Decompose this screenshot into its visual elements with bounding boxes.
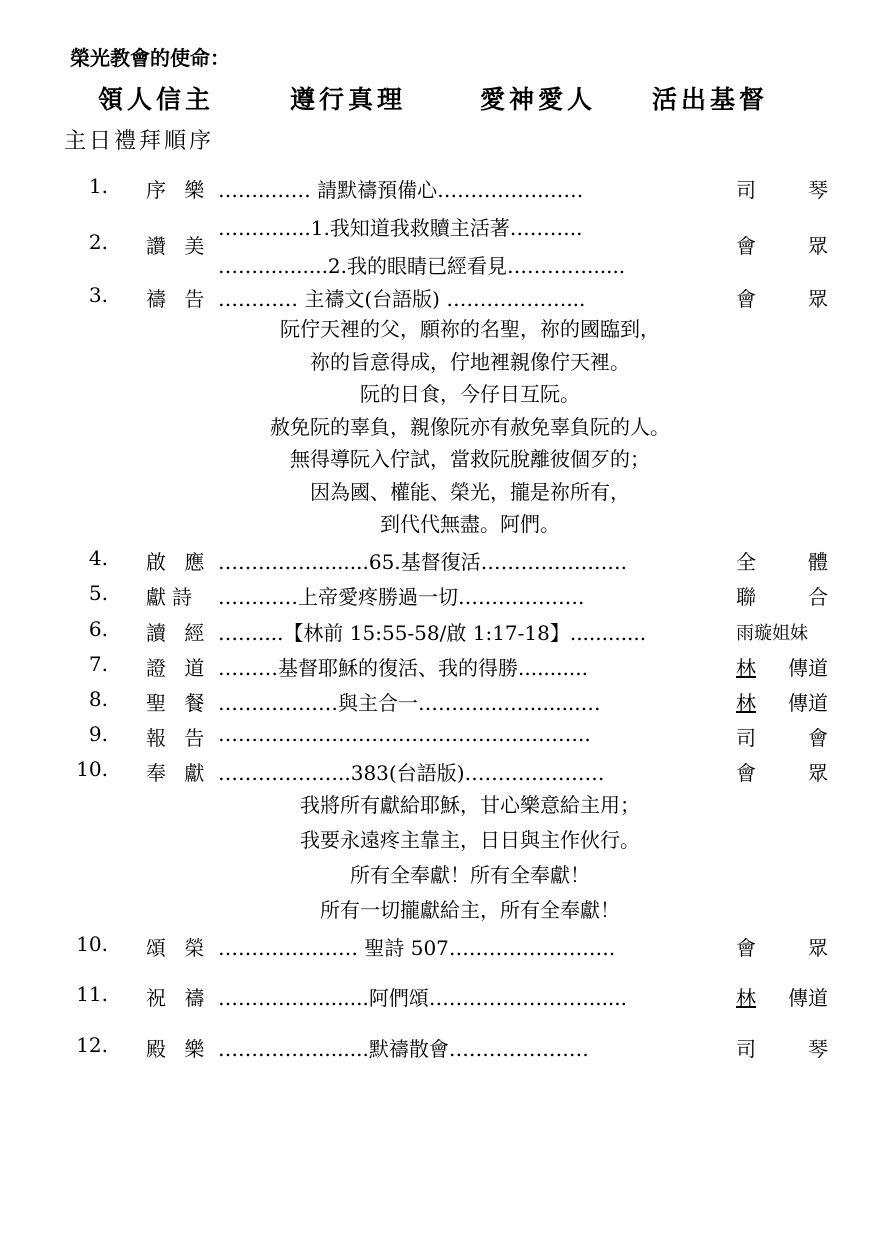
order-item-name: 禱 告 [146,287,211,311]
order-number: 9. [88,722,108,746]
order-number: 3. [88,283,108,307]
order-item-detail: …………上帝愛疼勝過一切………………. [218,585,585,609]
order-item-name: 證 道 [146,656,211,680]
order-number: 6. [88,617,108,641]
praise-song-2: ……...........2.我的眼睛已經看見…………...... [218,254,626,278]
praise-song-1: …………..1.我知道我救贖主活著……….. [218,216,583,240]
lyric-line: 所有全奉獻！所有全奉獻！ [350,863,590,887]
order-number: 11. [76,982,108,1006]
order-row-scripture [0,617,878,651]
order-row-prayer [0,283,878,317]
order-number: 1. [88,174,108,198]
order-item-detail: ……………........65.基督復活…………………. [218,550,628,574]
order-item-name: 奉 獻 [146,761,211,785]
order-item-name: 讀 經 [146,621,211,645]
order-item-leader: 會 眾 [736,287,828,311]
lords-prayer-text [218,313,722,541]
order-row-communion [0,687,878,721]
order-row-offering [0,757,878,791]
order-item-leader: 司 會 [736,726,828,750]
order-item-detail: ………… 主禱文(台語版) ………………... [218,287,586,311]
order-number: 5. [88,581,108,605]
lyric-line: 我將所有獻給耶穌，甘心樂意給主用； [300,793,640,817]
order-row-doxology [0,932,878,966]
mission-item-3: 愛神愛人 [480,85,597,114]
mission-item-4: 活出基督 [652,85,769,114]
order-item-leader: 雨璇姐妹 [736,623,808,644]
section-title: 主日禮拜順序 [64,129,215,154]
order-item-name: 報 告 [146,726,211,750]
prayer-line: 祢的旨意得成，佇地裡親像佇天裡。 [310,349,630,374]
order-row-postlude [0,1033,878,1067]
order-item-detail: ………基督耶穌的復活、我的得勝........... [218,656,588,680]
order-item-name: 殿 樂 [146,1037,211,1061]
prayer-line: 赦免阮的辜負，親像阮亦有赦免辜負阮的人。 [270,414,670,439]
order-row-responsive-reading [0,546,878,580]
order-row-announcements [0,722,878,756]
prayer-line: 阮佇天裡的父，願祢的名聖，祢的國臨到， [280,317,660,341]
order-item-name: 聖 餐 [146,691,211,715]
order-number: 2. [88,230,108,254]
order-row-anthem [0,581,878,615]
prayer-line: 阮的日食，今仔日互阮。 [360,382,580,406]
lyric-line: 所有一切攏獻給主，所有全奉獻！ [320,898,620,922]
order-item-leader: 林 傳道 [736,656,828,680]
order-number: 4. [88,546,108,570]
mission-label: 榮光教會的使命： [70,46,230,70]
prayer-line: 因為國、權能、榮光，攏是祢所有， [310,479,630,504]
order-number: 8. [88,687,108,711]
order-number: 7. [88,652,108,676]
order-number: 10. [76,932,108,956]
order-number: 10. [76,757,108,781]
order-item-leader: 全 體 [736,550,828,574]
offering-hymn-lyrics [218,788,722,928]
order-item-leader: 司 琴 [736,178,828,202]
order-item-name: 獻詩 [146,585,198,609]
order-item-leader: 會 眾 [736,761,828,785]
order-item-detail: ……..…… 請默禱預備心…………….…… [218,178,584,202]
order-item-name: 祝 禱 [146,986,211,1010]
order-item-detail: ……....【林前 15:55-58/啟 1:17-18】............ [218,621,647,645]
order-item-detail: ………………與主合一………....….........… [218,691,601,715]
order-row-benediction [0,982,878,1016]
prayer-line: 到代代無盡。阿們。 [380,512,560,536]
order-item-detail: ……………........阿們頌……………………...... [218,986,628,1010]
order-item-leader: 林 傳道 [736,691,828,715]
order-item-detail: ………………..383(台語版)………………… [218,761,605,785]
order-item-name: 序 樂 [146,178,211,202]
order-number: 12. [76,1033,108,1057]
order-item-leader: 會 眾 [736,936,828,960]
prayer-line: 無得導阮入佇試，當救阮脫離彼個歹的； [290,447,650,471]
order-item-detail: ……………........默禱散會………………… [218,1037,589,1061]
order-item-detail: ……………………………………………….. [218,722,591,746]
order-item-leader: 聯 合 [736,585,828,609]
lyric-line: 我要永遠疼主靠主，日日與主作伙行。 [300,828,640,852]
order-row-sermon [0,652,878,686]
mission-item-2: 遵行真理 [290,85,407,114]
order-item-name: 讚 美 [146,234,211,258]
mission-item-1: 領人信主 [98,85,215,114]
order-item-detail: ………………… 聖詩 507……………………. [218,936,616,960]
order-item-leader: 會 眾 [736,234,828,258]
order-item-leader: 司 琴 [736,1037,828,1061]
order-item-name: 頌 榮 [146,936,211,960]
order-item-leader: 林 傳道 [736,986,828,1010]
order-row-prelude [0,174,878,208]
order-item-name: 啟 應 [146,550,211,574]
